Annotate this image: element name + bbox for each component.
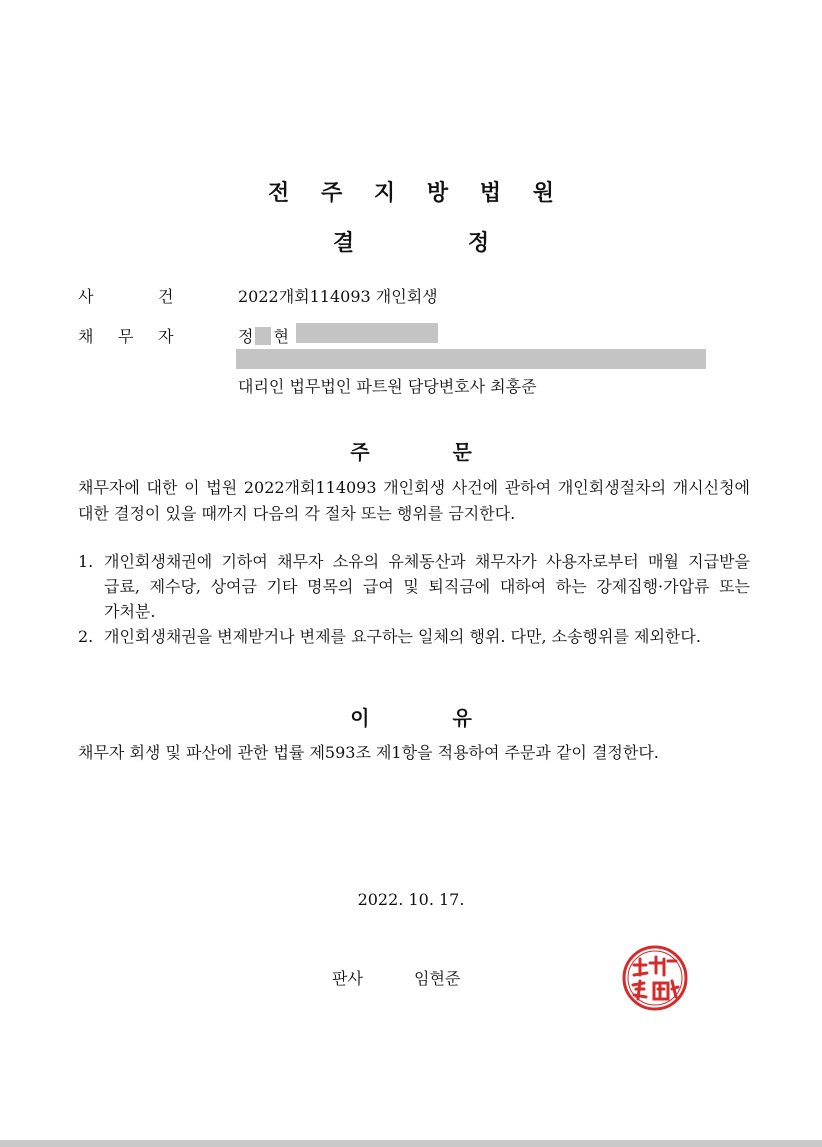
order-intro: 채무자에 대한 이 법원 2022개회114093 개인회생 사건에 관하여 개인회생절차의 개시신청에 대한 결정이 있을 때까지 다음의 각 절차 또는 행위를 금지한다.	[78, 478, 750, 523]
judge-name: 임현준	[414, 969, 461, 988]
prohibition-list	[78, 549, 750, 649]
court-name-char: 원	[532, 181, 554, 206]
court-name-char: 전	[268, 181, 290, 206]
address-redaction	[236, 349, 706, 369]
document-type	[0, 226, 822, 257]
list-item	[78, 549, 750, 624]
case-number: 2022개회114093 개인회생	[238, 287, 438, 306]
debtor-representative: 대리인 법무법인 파트원 담당변호사 최홍준	[238, 377, 537, 396]
debtor-name-first: 정	[238, 327, 254, 346]
document-type-char: 정	[467, 231, 490, 256]
debtor-label-char: 자	[158, 327, 174, 346]
debtor-name	[238, 324, 289, 347]
list-item-text: 개인회생채권에 기하여 채무자 소유의 유체동산과 채무자가 사용자로부터 매월 지급받을 급료, 제수당, 상여금 기타 명목의 급여 및 퇴직금에 대하여 하는 강제집행·가압류 또는 가처분.	[104, 552, 750, 621]
debtor-label-char: 무	[118, 327, 134, 346]
case-label-char: 사	[78, 287, 94, 306]
list-item	[78, 624, 750, 649]
court-name-char: 법	[479, 181, 502, 206]
document-type-char: 결	[332, 231, 355, 256]
court-name	[0, 176, 822, 207]
court-name-char: 지	[373, 181, 396, 206]
reason-heading	[0, 702, 822, 731]
decision-date: 2022. 10. 17.	[357, 890, 465, 909]
list-item-number: 2.	[78, 627, 94, 646]
page-bottom-edge	[0, 1140, 822, 1147]
reason-heading-char: 이	[350, 706, 370, 730]
order-heading-char: 문	[452, 440, 472, 464]
court-name-char: 방	[426, 181, 449, 206]
name-redaction	[255, 327, 271, 345]
reason-heading-char: 유	[452, 706, 472, 730]
order-heading	[0, 436, 822, 465]
list-item-number: 1.	[78, 552, 94, 571]
order-heading-char: 주	[350, 440, 370, 464]
case-label-char: 건	[158, 287, 174, 306]
judge-seal-icon	[620, 943, 690, 1013]
reason-text: 채무자 회생 및 파산에 관한 법률 제593조 제1항을 적용하여 주문과 같이 결정한다.	[78, 743, 659, 762]
debtor-label-char: 채	[78, 327, 94, 346]
id-redaction	[296, 323, 438, 343]
list-item-text: 개인회생채권을 변제받거나 변제를 요구하는 일체의 행위. 다만, 소송행위를 제외한다.	[104, 627, 701, 646]
debtor-name-last: 현	[273, 327, 289, 346]
court-name-char: 주	[320, 181, 343, 206]
judge-title: 판사	[332, 969, 363, 988]
